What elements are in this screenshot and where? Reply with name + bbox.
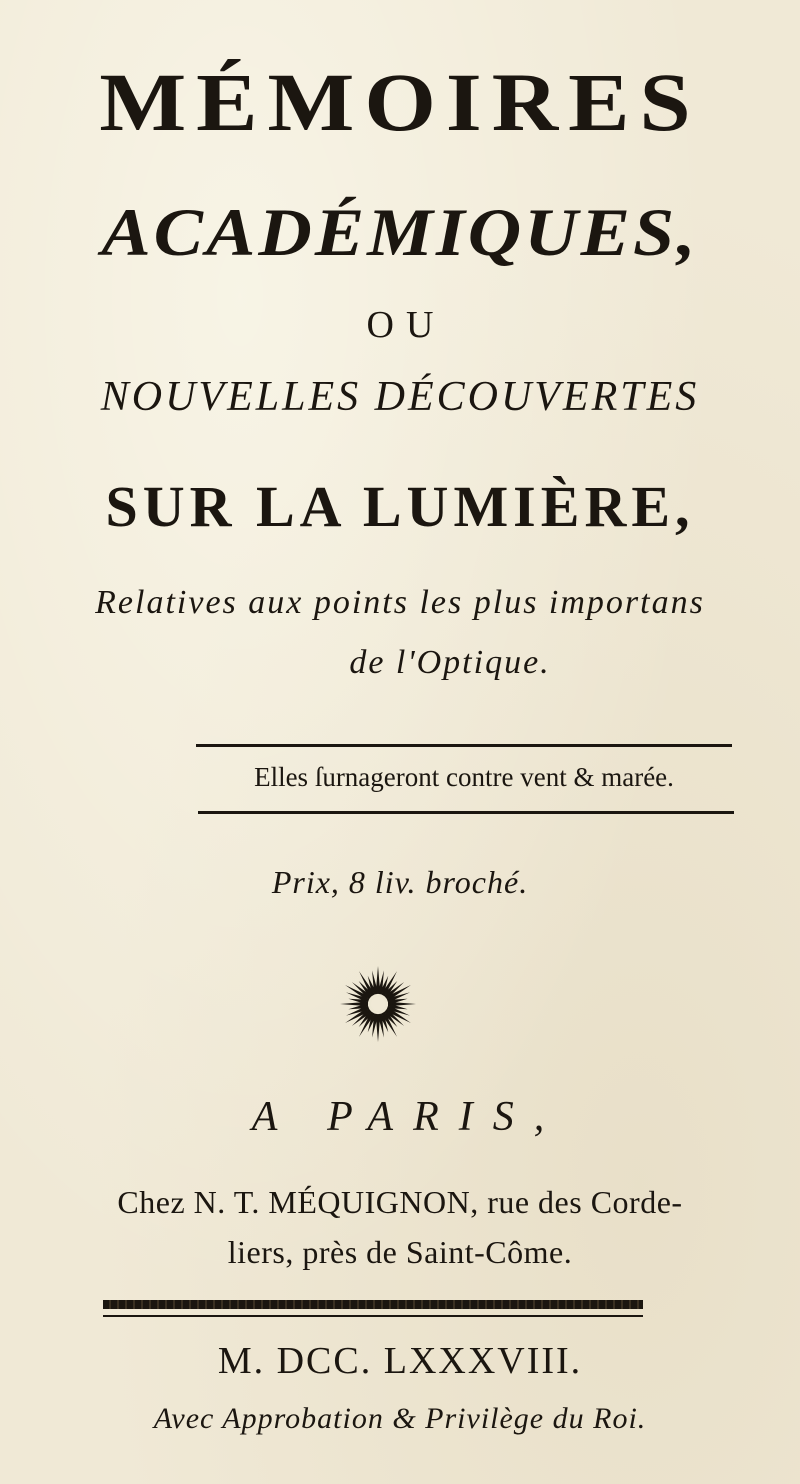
publication-year: M. DCC. LXXXVIII. [217, 1340, 583, 1382]
imprint-city: A PARIS, [251, 1094, 565, 1140]
imprint-thick-rule [103, 1300, 643, 1309]
description-line-1: Relatives aux points les plus importans [95, 584, 705, 621]
ornament-center [371, 997, 385, 1011]
sunburst-ornament-icon [338, 964, 418, 1044]
royal-privilege-line: Avec Approbation & Privilège du Roi. [153, 1402, 647, 1435]
motto-top-rule [196, 744, 732, 747]
price-line: Prix, 8 liv. broché. [271, 864, 529, 900]
subtitle-nouvelles-decouvertes: NOUVELLES DÉCOUVERTES [100, 374, 700, 420]
epigraph-motto: Elles ſurnageront contre vent & marée. [254, 762, 674, 792]
imprint-thin-rule [103, 1315, 643, 1317]
title-memoires: MÉMOIRES [99, 56, 701, 148]
imprint-publisher-line-2: liers, près de Saint-Côme. [227, 1234, 573, 1270]
conjunction-ou: OU [366, 304, 446, 346]
title-academiques: ACADÉMIQUES, [101, 195, 699, 271]
subject-sur-la-lumiere: SUR LA LUMIÈRE, [105, 474, 695, 539]
description-line-2: de l'Optique. [349, 644, 551, 681]
imprint-publisher-line-1: Chez N. T. MÉQUIGNON, rue des Corde- [117, 1184, 683, 1220]
motto-bottom-rule [198, 811, 734, 814]
